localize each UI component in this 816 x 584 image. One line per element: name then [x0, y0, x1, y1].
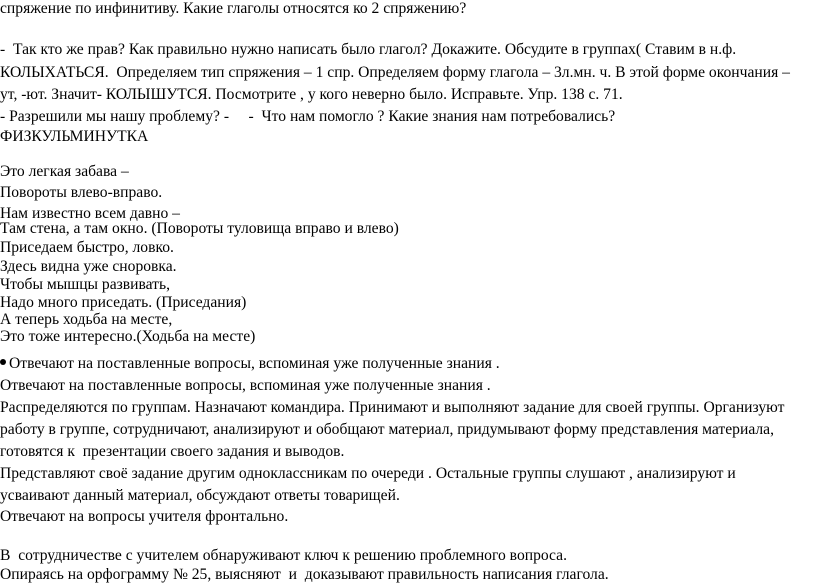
bullet-line [0, 355, 500, 373]
poem-line: А теперь ходьба на месте, [0, 311, 173, 328]
bullet-icon [0, 359, 6, 365]
poem-line: Там стена, а там окно. (Повороты туловища вправо и влево) [0, 220, 399, 237]
poem-line: Это тоже интересно.(Ходьба на месте) [0, 328, 256, 345]
poem-line: Это легкая забава – [0, 163, 129, 180]
bullet-text: Отвечают на поставленные вопросы, вспоминая уже полученные знания . [9, 355, 500, 372]
poem-line: Приседаем быстро, ловко. [0, 239, 174, 256]
poem-line: Чтобы мышцы развивать, [0, 276, 171, 293]
text-line: усваивают данный материал, обсуждают ответы товарищей. [0, 487, 400, 504]
poem-line: Здесь видна уже сноровка. [0, 258, 177, 275]
poem-line: Нам известно всем давно – [0, 205, 180, 222]
text-line: готовятся к презентации своего задания и выводов. [0, 443, 345, 460]
text-line: Распределяются по группам. Назначают командира. Принимают и выполняют задание для своей группы. Организуют [0, 399, 785, 416]
text-line: - Так кто же прав? Как правильно нужно написать было глагол? Докажите. Обсудите в группах( Ставим в н.ф. [0, 41, 737, 58]
text-line: - Разрешили мы нашу проблему? - - Что нам помогло ? Какие знания нам потребовались? [0, 108, 616, 125]
text-line: Опираясь на орфограмму № 25, выясняют и доказывают правильность написания глагола. [0, 566, 609, 583]
text-line: работу в группе, сотрудничают, анализируют и обобщают материал, придумывают форму представления материала, [0, 421, 774, 438]
text-line: ут, -ют. Значит- КОЛЫШУТСЯ. Посмотрите , у кого неверно было. Исправьте. Упр. 138 с. 71. [0, 86, 623, 103]
text-line: КОЛЫХАТЬСЯ. Определяем тип спряжения – 1 спр. Определяем форму глагола – 3л.мн. ч. В этой форме окончания – [0, 64, 790, 81]
section-heading: ФИЗКУЛЬМИНУТКА [0, 128, 149, 145]
text-line: Представляют своё задание другим одноклассникам по очереди . Остальные группы слушают , анализируют и [0, 465, 736, 482]
text-line: Отвечают на поставленные вопросы, вспоминая уже полученные знания . [0, 377, 491, 394]
text-line: В сотрудничестве с учителем обнаруживают ключ к решению проблемного вопроса. [0, 547, 567, 564]
text-line: Отвечают на вопросы учителя фронтально. [0, 508, 289, 525]
poem-line: Повороты влево-вправо. [0, 184, 163, 201]
poem-line: Надо много приседать. (Приседания) [0, 294, 247, 311]
text-line: спряжение по инфинитиву. Какие глаголы относятся ко 2 спряжению? [0, 0, 467, 17]
